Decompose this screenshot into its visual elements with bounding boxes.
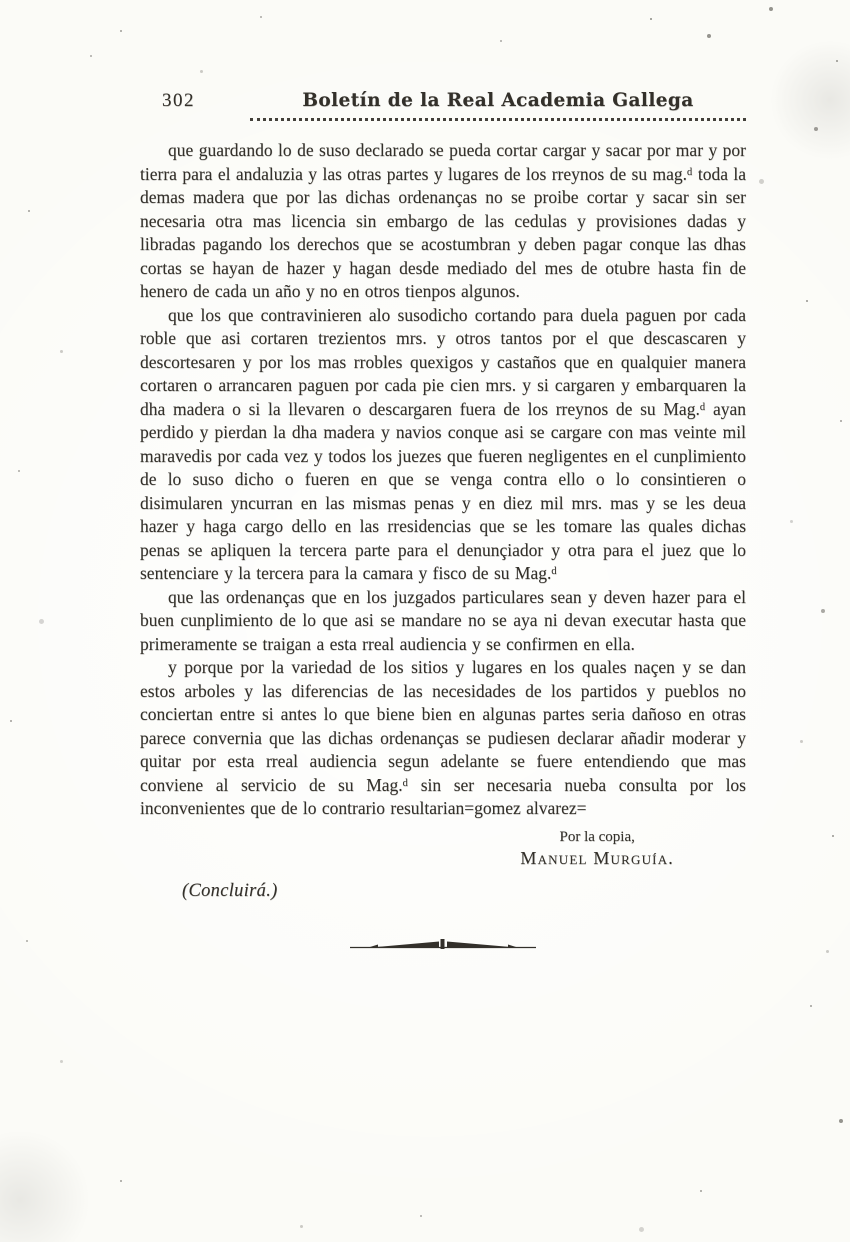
scan-smudge-noise [0, 0, 3, 3]
paragraph-1: que guardando lo de suso declarado se pueda cortar cargar y sacar por mar y por tierra para el andaluzia y las otras partes y lugares de los rreynos de su mag.ᵈ toda la demas madera que por las dichas ordenanças no se proibe cortar y sacar sin ser necesaria otra mas licencia sin embargo de las cedulas y provisiones dadas y libradas pagando los derechos que se acostumbran y deben pagar conque las dhas cortas se hayan de hazer y hagan desde mediado del mes de otubre hasta fin de henero de cada un año y no en otros tienpos algunos. [140, 140, 746, 301]
paragraph-4: y porque por la variedad de los sitios y lugares en los quales naçen y se dan estos arboles y las diferencias de las necesidades de los partidos y pueblos no conciertan entre si antes lo que biene bien en algunas partes seria dañoso en otras parece convernia que las dichas ordenanças se pudiesen declarar añadir moderar y quitar por esta rreal audiencia segun adelante se fuere entendiendo que mas conviene al servicio de su Mag.ᵈ sin ser necesaria nueba consulta por los inconvenientes que de lo contrario resultarian=gomez alvarez= [140, 657, 746, 818]
page-number: 302 [162, 90, 195, 111]
divider-ornament [140, 936, 746, 957]
header-rule [250, 90, 746, 121]
divider-ornament-graphic [348, 936, 538, 952]
page-header [140, 90, 746, 121]
signature-byline: Por la copia, [559, 828, 635, 845]
continuation-note: (Concluirá.) [182, 880, 278, 901]
journal-title: Boletín de la Real Academia Gallega [302, 90, 694, 111]
signature-inner [520, 829, 674, 869]
signature-name: Manuel Murguía. [520, 847, 674, 868]
paragraph-3: que las ordenanças que en los juzgados particulares sean y deven hazer para el buen cunplimiento de lo que asi se mandare no se aya ni devan executar hasta que primeramente se traigan a esta rreal audiencia y se confirmen en ella. [140, 586, 746, 654]
scan-speckle-noise [0, 0, 2, 2]
scanned-document-page [140, 90, 746, 957]
paragraph-2: que los que contravinieren alo susodicho cortando para duela paguen por cada roble que asi cortaren trezientos mrs. y otros tantos por el que descascaren y descortesaren y por los mas rrobles quexigos y castaños que en qualquier manera cortaren o arrancaren paguen por cada pie cien mrs. y si cargaren y embarquaren la dha madera o si la llevaren o descargaren fuera de los rreynos de su Mag.ᵈ ayan perdido y pierdan la dha madera y navios conque asi se cargare con mas veinte mil maravedis por cada vez y todos los juezes que fueren negligentes en el cunplimiento de lo suso dicho o fueren en que se venga contra ello o lo consintieren o disimularen yncurran en las mismas penas y en diez mil mrs. mas y se les deua hazer y haga cargo dello en las rresidencias que se les tomare las quales dichas penas se apliquen la tercera parte para el denunçiador y otra para el juez que lo sentenciare y la tercera para la camara y fisco de su Mag.ᵈ [140, 304, 746, 583]
signature-block [140, 829, 674, 869]
article-body [140, 139, 746, 821]
